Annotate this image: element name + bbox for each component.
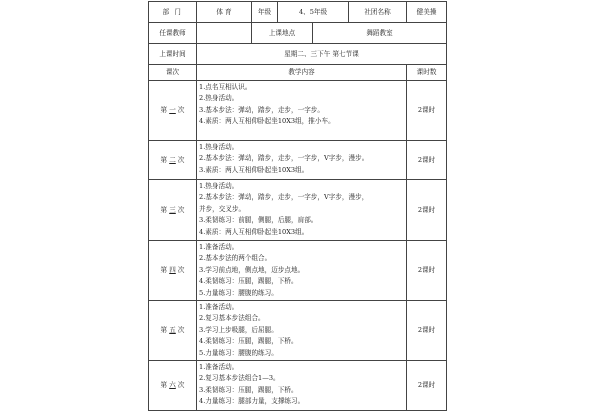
session-cell: 第 五 次 — [149, 301, 197, 361]
session-number: 五 — [169, 326, 176, 335]
hours-cell: 2课时 — [407, 180, 447, 241]
time-value: 星期二、三下午 第七节课 — [197, 44, 447, 65]
hours-cell: 2课时 — [407, 141, 447, 180]
dept-value: 体 育 — [197, 2, 252, 23]
table-row — [149, 180, 447, 241]
table-row — [149, 361, 447, 411]
location-label: 上课地点 — [252, 23, 313, 44]
table-row — [149, 81, 447, 141]
grade-value: 4、5年级 — [278, 2, 349, 23]
content-cell: 1.准备活动。 2.复习基本步法组合。 3.学习上步吸腿，后屈腿。 4.柔韧练习：压腿，踢腿，下桥。 5.力量练习：腰腹的练习。 — [197, 301, 407, 361]
grade-label: 年级 — [252, 2, 278, 23]
content-cell: 1.点名互相认识。 2.热身活动。 3.基本步法：弹动，踏步，走步，一字步。 4.素质：两人互相仰卧起坐10X3组，推小车。 — [197, 81, 407, 141]
teacher-label: 任课教师 — [149, 23, 197, 44]
club-value: 健美操 — [407, 2, 447, 23]
hours-column-header: 课时数 — [407, 65, 447, 81]
session-number: 一 — [169, 106, 176, 115]
session-number: 二 — [169, 155, 176, 164]
content-cell: 1.准备活动。 2.基本步法的两个组合。 3.学习前点地，侧点地，迈步点地。 4.柔韧练习：压腿，踢腿，下桥。 5.力量练习：腰腹的练习。 — [197, 241, 407, 301]
time-label: 上课时间 — [149, 44, 197, 65]
dept-label: 部 门 — [149, 2, 197, 23]
hours-cell: 2课时 — [407, 301, 447, 361]
content-cell: 1.准备活动。 2.复习基本步法组合1—3。 3.柔韧练习：压腿，踢腿，下桥。 4.力量练习：腿部力量，支撑练习。 — [197, 361, 407, 411]
header-row-3 — [149, 44, 447, 65]
session-cell: 第 三 次 — [149, 180, 197, 241]
session-number: 四 — [169, 266, 176, 275]
table-row — [149, 141, 447, 180]
session-number: 三 — [169, 205, 176, 214]
header-row-1 — [149, 2, 447, 23]
content-cell: 1.热身活动。 2.基本步法：弹动，踏步，走步，一字步，V字步，漫步。 3.素质：两人互相仰卧起坐10X3组。 — [197, 141, 407, 180]
hours-cell: 2课时 — [407, 361, 447, 411]
session-cell: 第 四 次 — [149, 241, 197, 301]
table-row — [149, 301, 447, 361]
club-schedule-table — [148, 1, 447, 411]
session-number: 六 — [169, 381, 176, 390]
session-cell: 第 一 次 — [149, 81, 197, 141]
hours-cell: 2课时 — [407, 81, 447, 141]
location-value: 舞蹈教室 — [313, 23, 447, 44]
table-row — [149, 241, 447, 301]
column-header-row — [149, 65, 447, 81]
club-label: 社团名称 — [349, 2, 407, 23]
session-column-header: 课次 — [149, 65, 197, 81]
header-row-2 — [149, 23, 447, 44]
content-cell: 1.热身活动。 2.基本步法：弹动，踏步，走步，一字步，V字步，漫步， 并步，交叉步。 3.柔韧练习：前腿，侧腿，后腿，肩部。 4.素质：两人互相仰卧起坐10X3组。 — [197, 180, 407, 241]
hours-cell: 2课时 — [407, 241, 447, 301]
teacher-value — [197, 23, 252, 44]
content-column-header: 教学内容 — [197, 65, 407, 81]
session-cell: 第 二 次 — [149, 141, 197, 180]
session-cell: 第 六 次 — [149, 361, 197, 411]
